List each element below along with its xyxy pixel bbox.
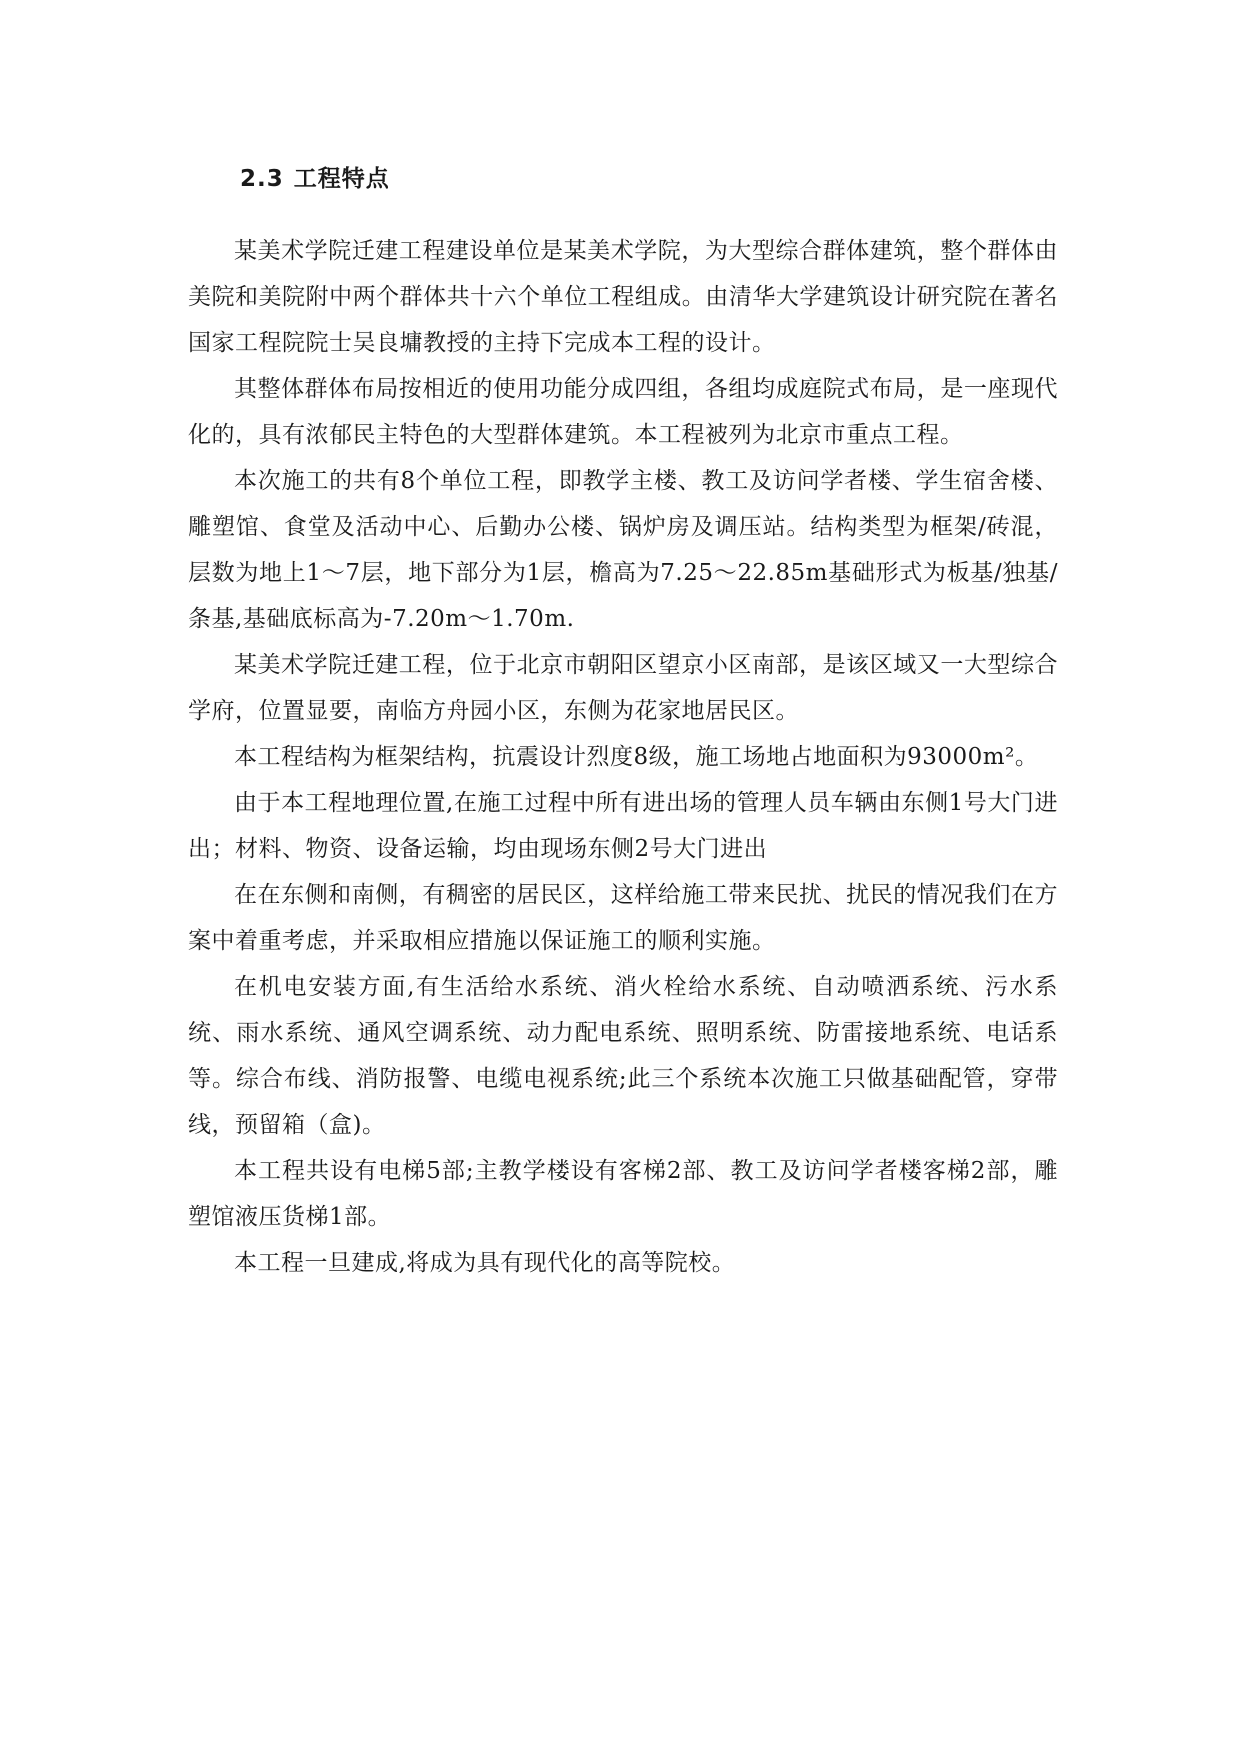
paragraph-layout: 其整体群体布局按相近的使用功能分成四组，各组均成庭院式布局，是一座现代化的，具有浓郁民主特色的大型群体建筑。本工程被列为北京市重点工程。	[188, 376, 1058, 448]
paragraph-elevators: 本工程共设有电梯5部;主教学楼设有客梯2部、教工及访问学者楼客梯2部，雕塑馆液压货梯1部。	[188, 1158, 1058, 1230]
body-text	[188, 228, 1058, 1286]
paragraph-residents: 在在东侧和南侧，有稠密的居民区，这样给施工带来民扰、扰民的情况我们在方案中着重考虑，并采取相应措施以保证施工的顺利实施。	[188, 882, 1058, 954]
paragraph-project-overview: 某美术学院迁建工程建设单位是某美术学院，为大型综合群体建筑，整个群体由美院和美院附中两个群体共十六个单位工程组成。由清华大学建筑设计研究院在著名国家工程院院士吴良墉教授的主持下完成本工程的设计。	[188, 238, 1058, 356]
paragraph-construction-scope: 本次施工的共有8个单位工程，即教学主楼、教工及访问学者楼、学生宿舍楼、雕塑馆、食堂及活动中心、后勤办公楼、锅炉房及调压站。结构类型为框架/砖混，层数为地上1～7层，地下部分为1层，檐高为7.25～22.85m基础形式为板基/独基/条基,基础底标高为-7.20m～1.70m.	[188, 468, 1058, 632]
paragraph-structure: 本工程结构为框架结构，抗震设计烈度8级，施工场地占地面积为93000m²。	[234, 744, 1039, 770]
section-heading	[240, 160, 390, 193]
section-number: 2.3	[240, 166, 284, 192]
section-title: 工程特点	[293, 166, 390, 192]
paragraph-location: 某美术学院迁建工程，位于北京市朝阳区望京小区南部，是该区域又一大型综合学府，位置显要，南临方舟园小区，东侧为花家地居民区。	[188, 652, 1058, 724]
paragraph-mep-systems: 在机电安装方面,有生活给水系统、消火栓给水系统、自动喷洒系统、污水系统、雨水系统、通风空调系统、动力配电系统、照明系统、防雷接地系统、电话系等。综合布线、消防报警、电缆电视系统;此三个系统本次施工只做基础配管，穿带线，预留箱（盒)。	[188, 974, 1058, 1138]
paragraph-conclusion: 本工程一旦建成,将成为具有现代化的高等院校。	[234, 1250, 736, 1276]
paragraph-site-access: 由于本工程地理位置,在施工过程中所有进出场的管理人员车辆由东侧1号大门进出；材料、物资、设备运输，均由现场东侧2号大门进出	[188, 790, 1058, 862]
